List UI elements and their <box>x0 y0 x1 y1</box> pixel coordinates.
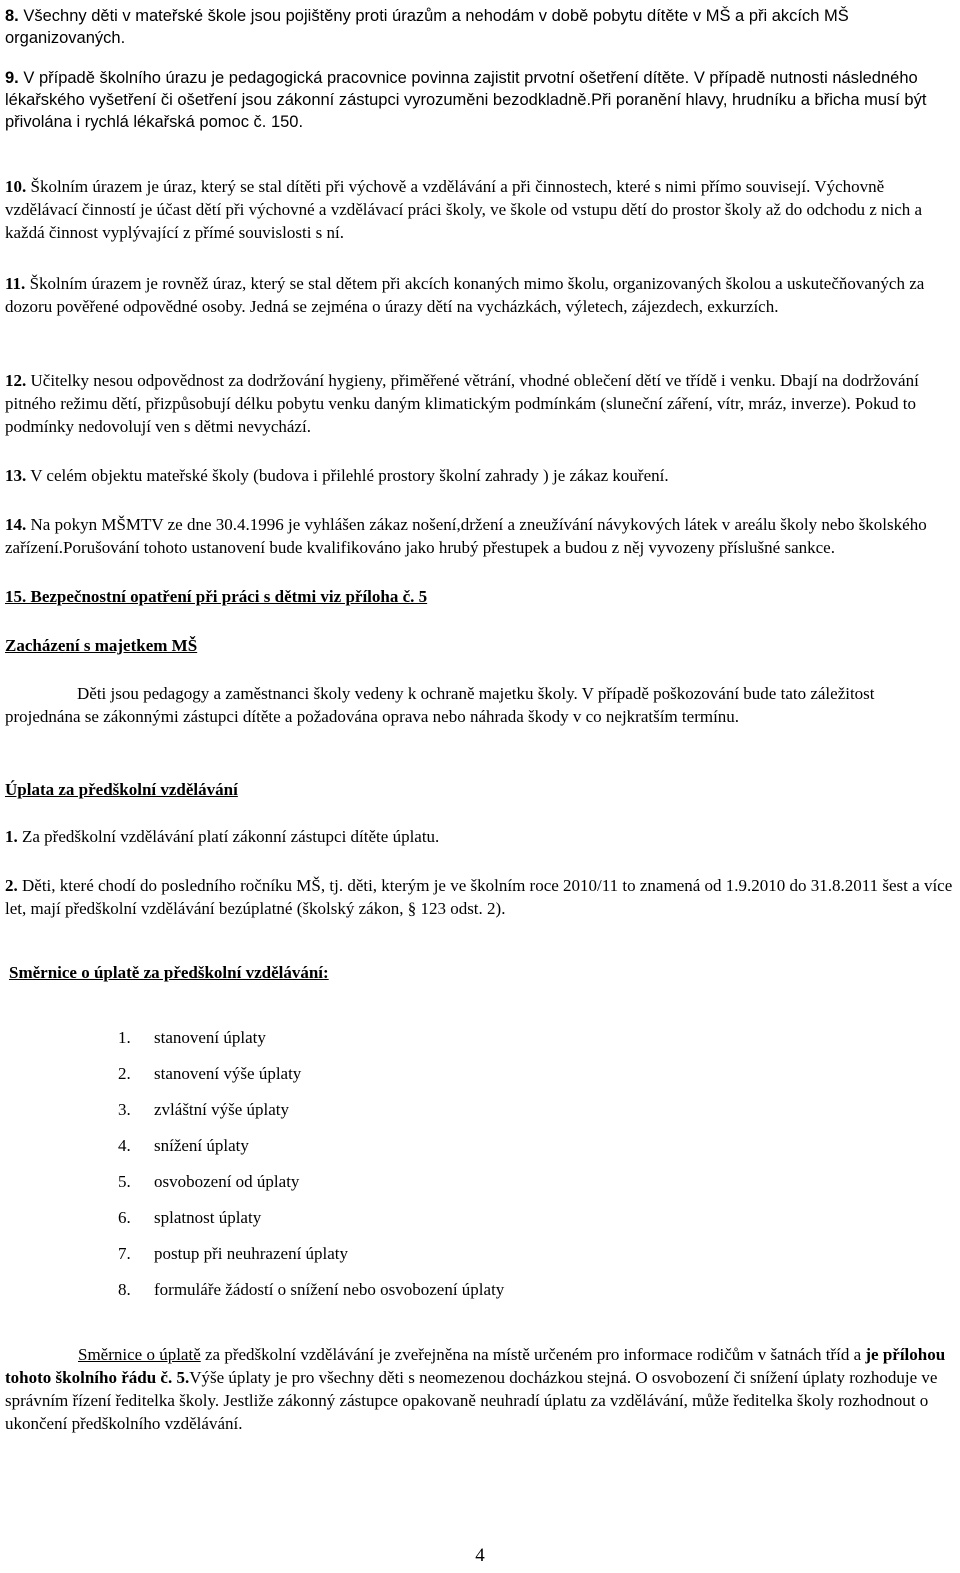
paragraph-13 <box>5 464 953 487</box>
uplata-item-2 <box>5 874 953 920</box>
paragraph-bold-text: je přílohou tohoto školního řádu č. 5. <box>5 1345 946 1387</box>
list-text: formuláře žádostí o snížení nebo osvobození úplaty <box>154 1280 505 1299</box>
list-item <box>118 1061 504 1097</box>
smernice-list <box>118 1025 504 1313</box>
list-number: 8. <box>118 1280 131 1299</box>
paragraph-text: Děti, které chodí do posledního ročníku MŠ, tj. děti, kterým je ve školním roce 2010/11 to znamená od 1.9.2010 do 31.8.2011 šest a více let, mají předškolní vzdělávání bezúplatné (školský zákon, § 123 odst. 2). <box>5 876 953 918</box>
list-item <box>118 1169 504 1205</box>
paragraph-10 <box>5 175 953 244</box>
uplata-item-1 <box>5 825 953 848</box>
paragraph-11 <box>5 272 953 318</box>
paragraph-text: Výše úplaty je pro všechny děti s neomezenou docházkou stejná. O osvobození či snížení úplaty rozhoduje ve správním řízení ředitelka školy. Jestliže zákonný zástupce opakovaně neuhradí úplatu za vzdělávání, může ředitelka školy rozhodnout o ukončení předškolního vzdělávání. <box>5 1368 938 1433</box>
list-text: stanovení úplaty <box>154 1028 266 1047</box>
list-number: 7. <box>118 1244 131 1263</box>
paragraph-number: 8. <box>5 7 19 25</box>
paragraph-number: 11. <box>5 274 26 293</box>
paragraph-text: Na pokyn MŠMTV ze dne 30.4.1996 je vyhlášen zákaz nošení,držení a zneužívání návykových látek v areálu školy nebo školského zařízení.Porušování tohoto ustanovení bude kvalifikováno jako hrubý přestupek a budou z něj vyvozeny příslušné sankce. <box>5 515 927 557</box>
list-text: splatnost úplaty <box>154 1208 262 1227</box>
list-number: 4. <box>118 1136 131 1155</box>
paragraph-text: Výchovně vzdělávací činností je účast dětí při výchovné a vzdělávací práci školy, ve škole od vstupu dětí do prostor školy až do odchodu z nich a každá činnost vyplývající z přímé souvislosti s ní. <box>5 177 923 242</box>
paragraph-9 <box>5 67 953 133</box>
list-item <box>118 1025 504 1061</box>
list-item <box>118 1205 504 1241</box>
paragraph-number: 2. <box>5 876 18 895</box>
paragraph-number: 9. <box>5 69 19 87</box>
list-text: postup při neuhrazení úplaty <box>154 1244 349 1263</box>
paragraph-number: 10. <box>5 177 27 196</box>
paragraph-text: Školním úrazem je rovněž úraz, který se stal dětem při akcích konaných mimo školu, organizovaných školou a uskutečňovaných za dozoru pověřené odpovědné osoby. Jedná se zejména o úrazy dětí na vycházkách, výletech, zájezdech, exkurzích. <box>5 274 925 316</box>
paragraph-text: Učitelky nesou odpovědnost za dodržování hygieny, přiměřené větrání, vhodné oblečení dětí ve třídě i venku. Dbají na dodržování pitného režimu dětí, přizpůsobují délku pobytu venku daným klimatickým podmínkám (sluneční záření, vítr, mráz, inverze). Pokud to podmínky nedovolují ven s dětmi nevychází. <box>5 371 919 436</box>
list-text: stanovení výše úplaty <box>154 1064 302 1083</box>
paragraph-number: 13. <box>5 466 27 485</box>
list-number: 3. <box>118 1100 131 1119</box>
page-number: 4 <box>475 1545 485 1566</box>
paragraph-15-link[interactable]: 15. Bezpečnostní opatření při práci s dětmi viz příloha č. 5 <box>5 587 428 606</box>
section-heading-uplata: Úplata za předškolní vzdělávání <box>5 780 238 799</box>
paragraph-text: za předškolní vzdělávání je zveřejněna na místě určeném pro informace rodičům v šatnách tříd a <box>200 1345 866 1364</box>
paragraph-number: 12. <box>5 371 27 390</box>
list-number: 1. <box>118 1028 131 1047</box>
paragraph-text: Školním úrazem je úraz, který se stal dítěti při výchově a vzdělávání a při činnostech, které s nimi přímo souvisejí. <box>26 177 811 196</box>
paragraph-14 <box>5 513 953 559</box>
majetek-text: Děti jsou pedagogy a zaměstnanci školy vedeny k ochraně majetku školy. V případě poškozování bude tato záležitost projednána se zákonnými zástupci dítěte a požadována oprava nebo náhrada škody v co nejkratším termínu. <box>5 684 875 726</box>
list-item <box>118 1133 504 1169</box>
paragraph-text: Za předškolní vzdělávání platí zákonní zástupci dítěte úplatu. <box>17 827 440 846</box>
list-number: 2. <box>118 1064 131 1083</box>
list-item <box>118 1277 504 1313</box>
list-item <box>118 1097 504 1133</box>
paragraph-text: V případě školního úrazu je pedagogická pracovnice povinna zajistit prvotní ošetření dítěte. V případě nutnosti následného lékařského vyšetření či ošetření jsou zákonní zástupci vyrozuměni bezodkladně. <box>5 69 918 109</box>
paragraph-number: 1. <box>5 827 18 846</box>
list-text: osvobození od úplaty <box>154 1172 300 1191</box>
paragraph-text: Všechny děti v mateřské škole jsou pojištěny proti úrazům a nehodám v době pobytu dítěte v MŠ a při akcích MŠ organizovaných. <box>5 7 849 47</box>
list-text: snížení úplaty <box>154 1136 249 1155</box>
section-heading-majetek: Zacházení s majetkem MŠ <box>5 636 198 655</box>
section-heading-smernice: Směrnice o úplatě za předškolní vzdělávání: <box>9 963 329 982</box>
list-number: 5. <box>118 1172 131 1191</box>
list-item <box>118 1241 504 1277</box>
list-number: 6. <box>118 1208 131 1227</box>
paragraph-8 <box>5 5 953 49</box>
paragraph-number: 14. <box>5 515 27 534</box>
smernice-final-paragraph <box>5 1343 953 1435</box>
smernice-link[interactable]: Směrnice o úplatě <box>78 1345 201 1364</box>
paragraph-text: Při poranění hlavy, hrudníku a břicha musí být přivolána i rychlá lékařská pomoc č. 150. <box>5 91 927 131</box>
list-text: zvláštní výše úplaty <box>154 1100 290 1119</box>
paragraph-text: V celém objektu mateřské školy (budova i přilehlé prostory školní zahrady ) je zákaz kouření. <box>26 466 669 485</box>
paragraph-12 <box>5 369 953 438</box>
